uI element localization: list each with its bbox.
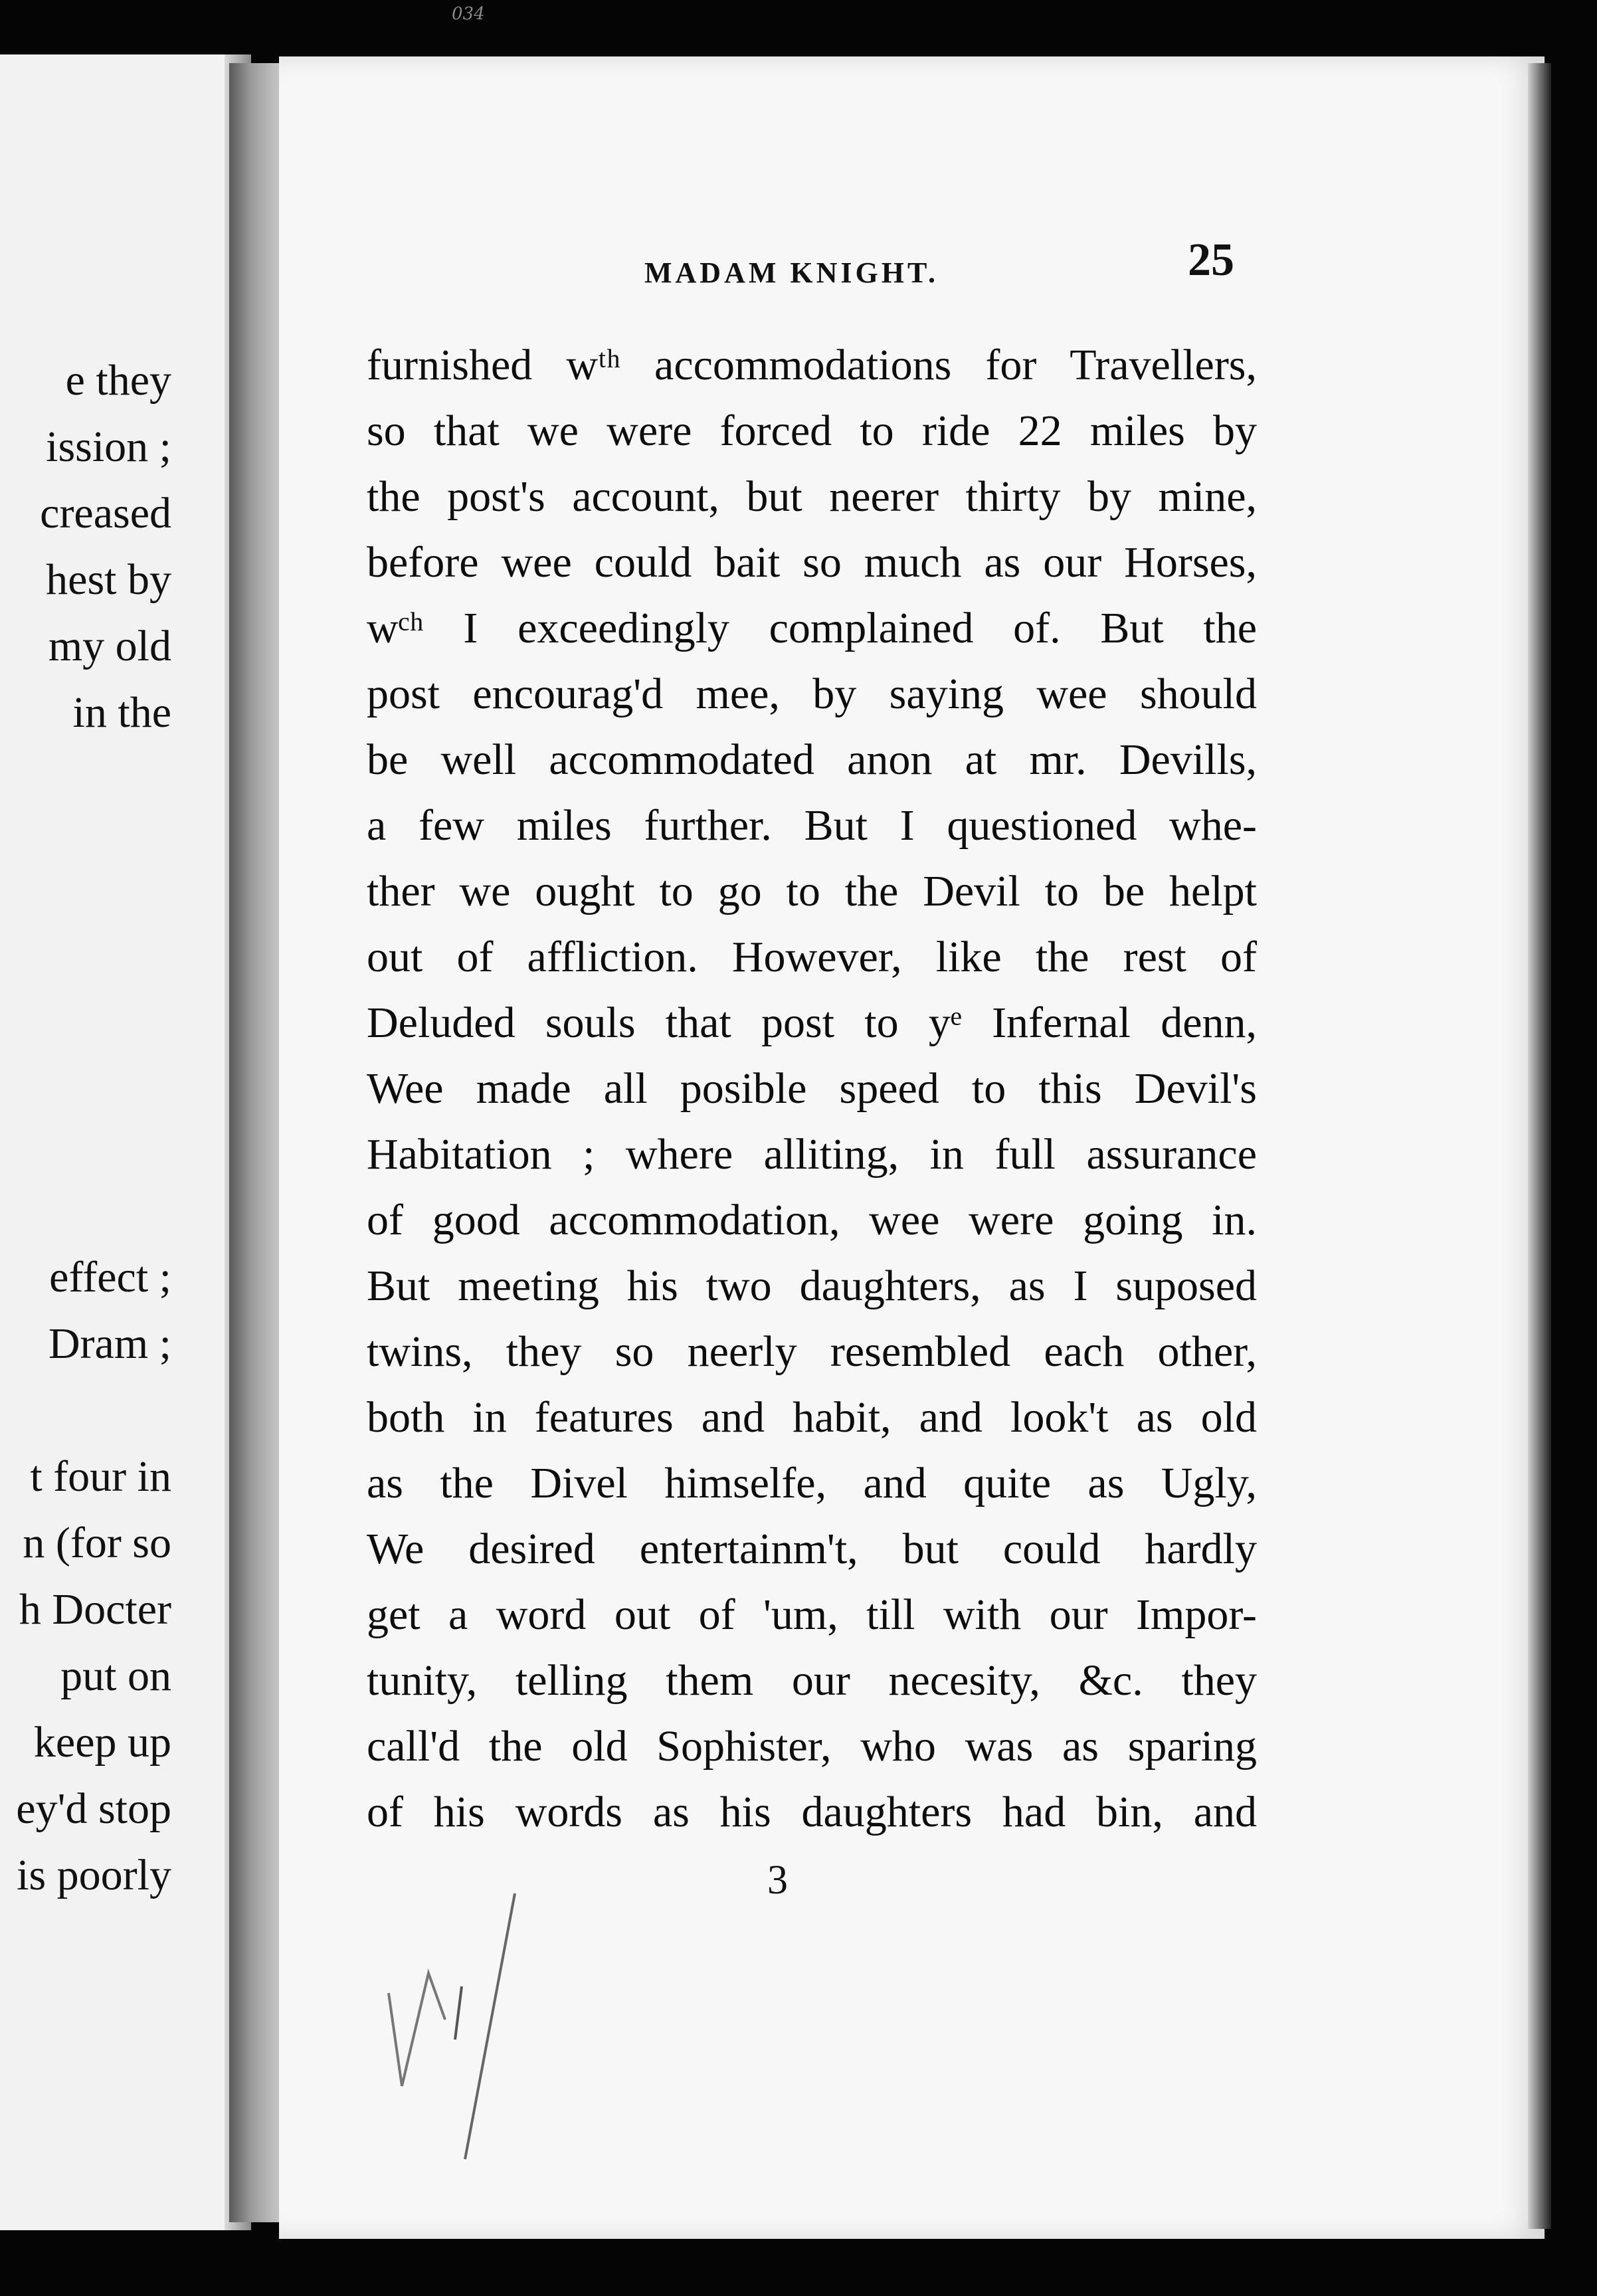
body-text bbox=[367, 332, 1257, 1845]
text-line: furnished wᵗʰ accommodations for Travellers, bbox=[367, 341, 1257, 389]
left-page-line: keep up bbox=[33, 1718, 171, 1767]
text-line: out of affliction. However, like the rest of bbox=[367, 933, 1257, 981]
left-page-line: hest by bbox=[46, 555, 171, 604]
left-page-line: creased bbox=[40, 489, 171, 537]
signature-mark: 3 bbox=[767, 1858, 788, 1903]
text-line: of his words as his daughters had bin, and bbox=[367, 1788, 1257, 1836]
text-line: twins, they so neerly resembled each other, bbox=[367, 1327, 1257, 1376]
text-line: get a word out of 'um, till with our Impor- bbox=[367, 1590, 1257, 1639]
text-line: We desired entertainm't, but could hardly bbox=[367, 1525, 1257, 1573]
text-line: Wee made all posible speed to this Devil's bbox=[367, 1064, 1257, 1113]
left-page-line: effect ; bbox=[49, 1253, 171, 1301]
text-line: post encourag'd mee, by saying wee should bbox=[367, 670, 1257, 718]
text-line: Deluded souls that post to yᵉ Infernal denn, bbox=[367, 999, 1257, 1047]
text-line: But meeting his two daughters, as I suposed bbox=[367, 1262, 1257, 1310]
left-page-line: h Docter bbox=[19, 1585, 171, 1634]
left-page-line: in the bbox=[72, 688, 171, 737]
text-line: tunity, telling them our necesity, &c. they bbox=[367, 1656, 1257, 1705]
left-page-line: e they bbox=[65, 356, 171, 405]
text-line: of good accommodation, wee were going in. bbox=[367, 1196, 1257, 1244]
left-page-line: ission ; bbox=[46, 423, 171, 471]
text-line: as the Divel himselfe, and quite as Ugly, bbox=[367, 1459, 1257, 1507]
text-line: the post's account, but neerer thirty by mine, bbox=[367, 472, 1257, 521]
page-number: 25 bbox=[1188, 235, 1234, 286]
left-page-line: t four in bbox=[30, 1452, 171, 1501]
left-page-line: Dram ; bbox=[48, 1319, 171, 1368]
left-page-line: ey'd stop bbox=[16, 1784, 171, 1833]
text-line: ther we ought to go to the Devil to be helpt bbox=[367, 867, 1257, 915]
right-page-edge bbox=[1528, 63, 1551, 2229]
text-line: call'd the old Sophister, who was as sparing bbox=[367, 1722, 1257, 1770]
text-line: a few miles further. But I questioned whe- bbox=[367, 801, 1257, 850]
text-line: before wee could bait so much as our Horses, bbox=[367, 538, 1257, 587]
text-line: so that we were forced to ride 22 miles by bbox=[367, 407, 1257, 455]
text-line: wᶜʰ I exceedingly complained of. But the bbox=[367, 604, 1257, 652]
left-page-line: put on bbox=[60, 1652, 171, 1700]
text-line: be well accommodated anon at mr. Devills, bbox=[367, 735, 1257, 784]
pencil-annotation-mark bbox=[382, 1887, 541, 2166]
text-line: Habitation ; where alliting, in full assurance bbox=[367, 1130, 1257, 1179]
text-line: both in features and habit, and look't as old bbox=[367, 1393, 1257, 1442]
left-page-line: n (for so bbox=[23, 1519, 171, 1567]
running-head: MADAM KNIGHT. bbox=[644, 256, 939, 289]
left-page-line: my old bbox=[48, 622, 171, 670]
edge-mark: 034 bbox=[452, 4, 485, 24]
left-page-line: is poorly bbox=[17, 1851, 171, 1899]
